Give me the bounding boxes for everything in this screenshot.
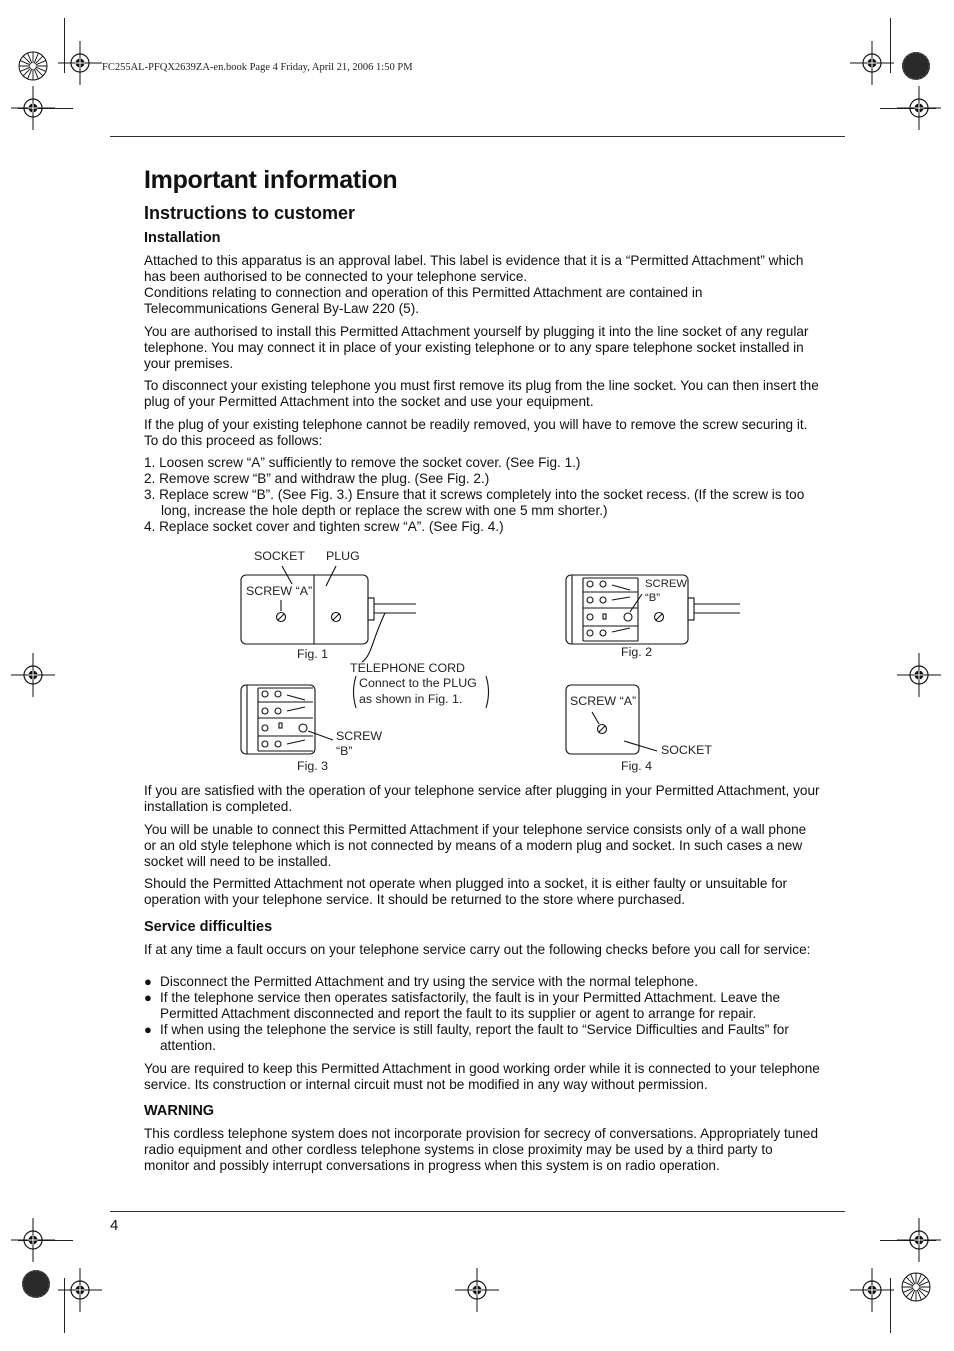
installation-heading: Installation [144,230,221,246]
paragraph: You are authorised to install this Permitted Attachment yourself by plugging it into the line socket of any regular telephone. You may connect it in place of your existing telephone or to any spare telephone socket installed in your premises. [144,324,809,371]
paragraph: Conditions relating to connection and operation of this Permitted Attachment are contained in Telecommunications General By-Law 220 (5). [144,285,703,316]
label-b: “B” [645,592,661,604]
fig3-caption: Fig. 3 [297,759,328,773]
service-bullets [144,974,820,1054]
label-screw: SCREW [336,729,383,743]
bullet-icon: ● [144,990,152,1005]
paragraph: If the plug of your existing telephone cannot be readily removed, you will have to remove the screw securing it. To do this proceed as follows: [144,417,808,448]
paragraph: You will be unable to connect this Permitted Attachment if your telephone service consists only of a wall phone or an old style telephone which is not connected by means of a modern plug and socket. In such cases a new socket will need to be installed. [144,822,807,869]
paragraph: You are required to keep this Permitted Attachment in good working order while it is connected to your telephone service. Its construction or internal circuit must not be modified in any way without permission. [144,1061,820,1092]
bottom-rule [110,1211,845,1212]
fig1-drawing [241,566,416,662]
warning-heading: WARNING [144,1103,215,1119]
fig1-caption: Fig. 1 [297,647,328,661]
warning-body [144,1126,820,1174]
service-heading: Service difficulties [144,919,273,935]
service-section [144,919,820,935]
service-intro [144,942,820,958]
installation-body-7 [144,876,820,908]
bullet-text: Disconnect the Permitted Attachment and try using the service with the normal telephone. [160,974,698,989]
fig4-caption: Fig. 4 [621,759,652,773]
list-item [144,1022,820,1054]
bullet-icon: ● [144,1022,152,1037]
cord-note-line2: as shown in Fig. 1. [359,692,463,706]
list-item: 4. Replace socket cover and tighten screw “A”. (See Fig. 4.) [144,519,504,534]
bullet-text: If the telephone service then operates satisfactorily, the fault is in your Permitted Attachment. Leave the Permitted Attachment disconnected and report the fault to its supplier or agent to arrange for repair. [160,990,781,1021]
installation-body-6 [144,822,820,870]
page-title: Important information [144,166,398,194]
paragraph: If you are satisfied with the operation of your telephone service after plugging in your Permitted Attachment, your installation is completed. [144,783,820,814]
paragraph: Attached to this apparatus is an approval label. This label is evidence that it is a “Permitted Attachment” which has been authorised to be connected to your telephone service. [144,253,804,284]
page-number: 4 [110,1217,119,1234]
label-socket: SOCKET [661,743,712,757]
list-item: 3. Replace screw “B”. (See Fig. 3.) Ensure that it screws completely into the socket recess. (If the screw is too long, increase the hole depth or replace the screw with one 5 mm shorter.) [144,487,805,518]
list-item [144,974,820,990]
warning-section [144,1103,820,1119]
paragraph: To disconnect your existing telephone you must first remove its plug from the line socket. You can then insert the plug of your Permitted Attachment into the socket and use your equipment. [144,378,819,409]
label-screw-a: SCREW “A” [570,694,637,708]
label-screw-a: SCREW “A” [246,584,313,598]
list-item: 2. Remove screw “B” and withdraw the plug. (See Fig. 2.) [144,471,490,486]
cord-note-line1: Connect to the PLUG [359,676,477,690]
label-socket: SOCKET [254,549,305,563]
bullet-list [144,974,820,1054]
bullet-icon: ● [144,974,152,989]
book-header: FC255AL-PFQX2639ZA-en.book Page 4 Friday, April 21, 2006 1:50 PM [102,62,413,73]
label-telephone-cord: TELEPHONE CORD [350,661,465,675]
paragraph: If at any time a fault occurs on your telephone service carry out the following checks before you call for service: [144,942,811,957]
label-plug: PLUG [326,549,360,563]
paragraph: Should the Permitted Attachment not operate when plugged into a socket, it is either faulty or unsuitable for operation with your telephone service. It should be returned to the store where purchased. [144,876,788,907]
list-item: 1. Loosen screw “A” sufficiently to remove the socket cover. (See Fig. 1.) [144,455,581,470]
fig3-drawing [241,685,333,754]
section-subtitle: Instructions to customer [144,203,356,223]
label-screw: SCREW [645,578,688,590]
fig2-caption: Fig. 2 [621,645,652,659]
label-b: “B” [336,744,353,758]
service-outro [144,1061,820,1093]
paragraph: This cordless telephone system does not incorporate provision for secrecy of conversations. Appropriately tuned radio equipment and other cordless telephone systems in close proximity may be used by a third party to monitor and possibly interrupt conversations in progress when this system is on radio operation. [144,1126,818,1173]
installation-body-5 [144,783,820,815]
bullet-text: If when using the telephone the service is still faulty, report the fault to “Service Difficulties and Faults” for attention. [160,1022,789,1053]
list-item [144,990,820,1022]
